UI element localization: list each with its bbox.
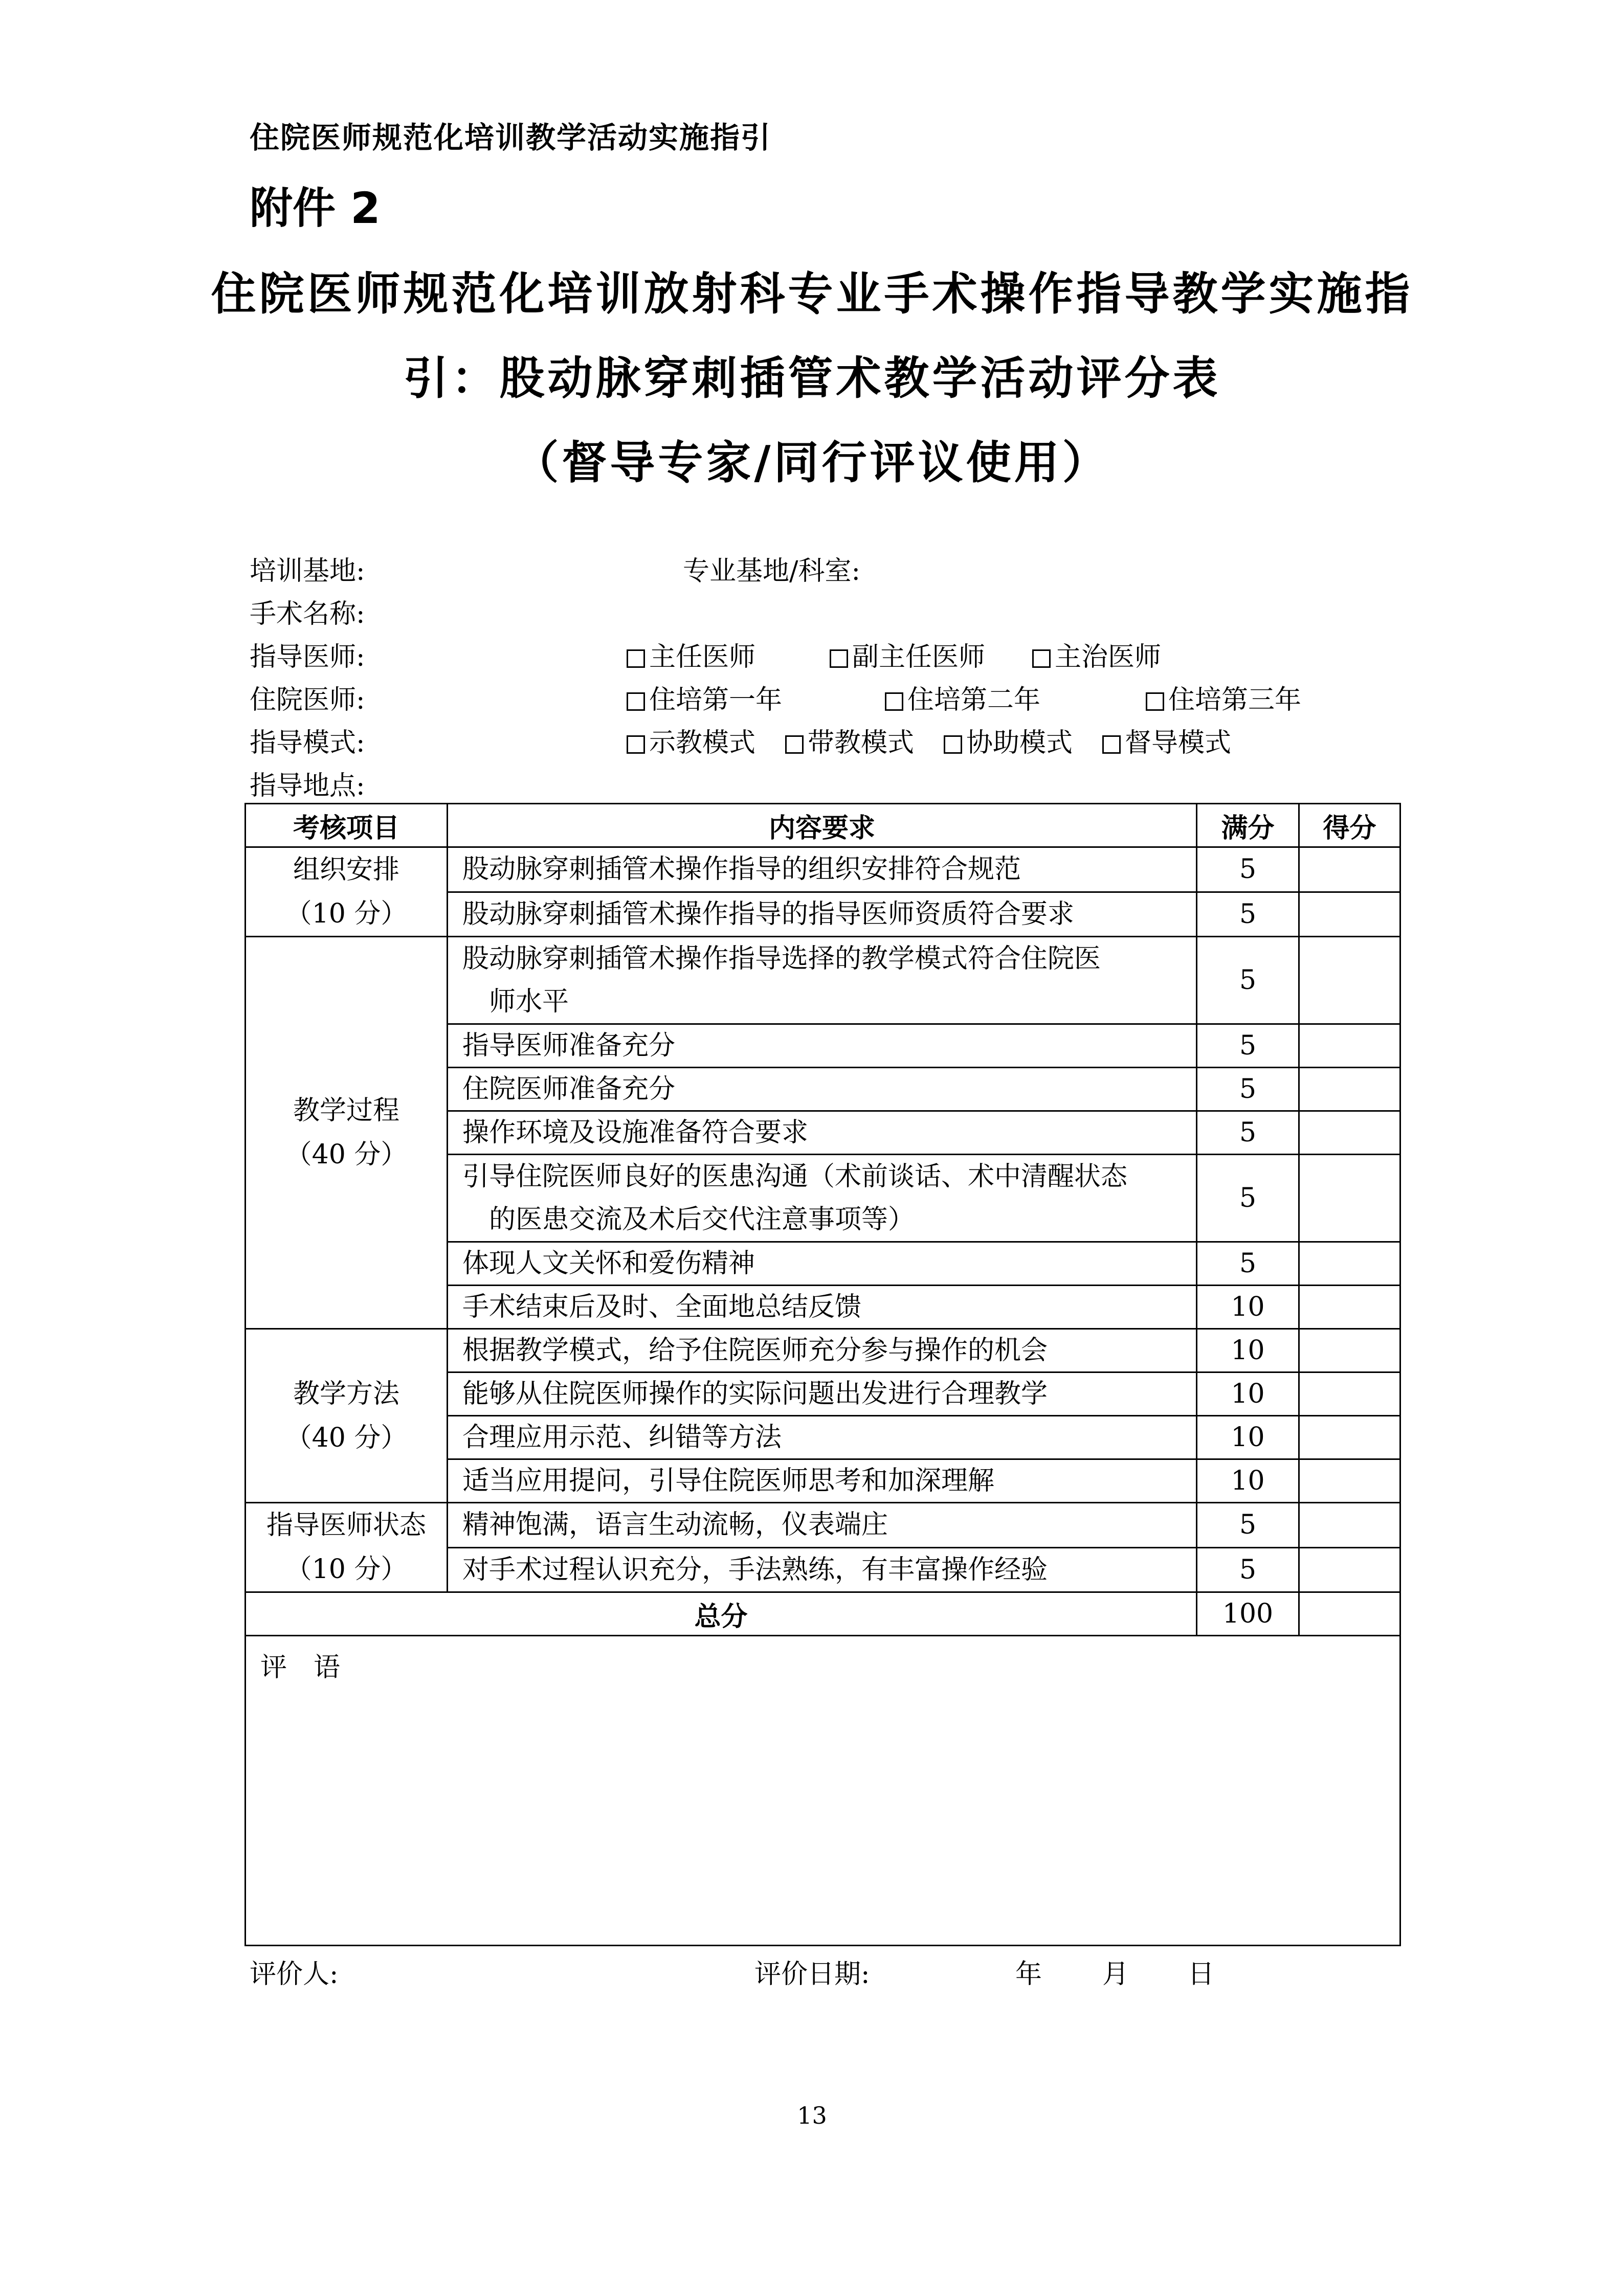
comment-row — [246, 1636, 1400, 1946]
score-input-cell[interactable] — [1299, 937, 1400, 1024]
option-instructor-associate[interactable]: 副主任医师 — [830, 635, 985, 673]
score-input-cell[interactable] — [1299, 892, 1400, 937]
score-input-cell[interactable] — [1299, 1547, 1400, 1592]
title-line-3: （督导专家/同行评议使用） — [514, 436, 1110, 489]
date-day: 日 — [1188, 1959, 1215, 1990]
content-cell: 住院医师准备充分 — [448, 1068, 1197, 1111]
total-label: 总分 — [246, 1592, 1197, 1636]
full-score-cell: 5 — [1197, 937, 1299, 1024]
comment-label: 评 语 — [260, 1652, 341, 1683]
score-input-cell[interactable] — [1299, 1459, 1400, 1503]
full-score-cell: 10 — [1197, 1459, 1299, 1503]
table-header-row — [246, 804, 1400, 847]
score-input-cell[interactable] — [1299, 1111, 1400, 1155]
option-resident-year2[interactable]: 住培第二年 — [885, 678, 1040, 716]
title-line-1: 住院医师规范化培训放射科专业手术操作指导教学实施指 — [211, 267, 1413, 320]
full-score-cell: 10 — [1197, 1416, 1299, 1459]
content-cell: 合理应用示范、纠错等方法 — [448, 1416, 1197, 1459]
field-instructor: 指导医师: — [250, 642, 365, 672]
score-input-cell[interactable] — [1299, 1242, 1400, 1286]
option-mode-supervise[interactable]: 督导模式 — [1102, 721, 1231, 759]
running-header: 住院医师规范化培训教学活动实施指引 — [250, 120, 772, 155]
field-base: 培训基地: — [250, 556, 365, 587]
table-row — [246, 847, 1400, 892]
full-score-cell: 10 — [1197, 1372, 1299, 1416]
content-cell: 手术结束后及时、全面地总结反馈 — [448, 1286, 1197, 1329]
full-score-cell: 5 — [1197, 1155, 1299, 1242]
table-row — [246, 937, 1400, 1024]
field-surgery: 手术名称: — [250, 599, 365, 629]
score-input-cell[interactable] — [1299, 1416, 1400, 1459]
comment-cell[interactable] — [246, 1636, 1400, 1946]
checkbox-icon — [885, 692, 903, 711]
score-input-cell[interactable] — [1299, 1503, 1400, 1548]
content-cell: 操作环境及设施准备符合要求 — [448, 1111, 1197, 1155]
full-score-cell: 5 — [1197, 1111, 1299, 1155]
checkbox-icon — [627, 735, 645, 754]
option-instructor-attending[interactable]: 主治医师 — [1032, 635, 1161, 673]
checkbox-icon — [1146, 692, 1164, 711]
category-cell: 组织安排 （10 分） — [246, 847, 448, 937]
content-cell: 体现人文关怀和爱伤精神 — [448, 1242, 1197, 1286]
full-score-cell: 5 — [1197, 1547, 1299, 1592]
score-input-cell[interactable] — [1299, 1155, 1400, 1242]
content-cell: 股动脉穿刺插管术操作指导选择的教学模式符合住院医 师水平 — [448, 937, 1197, 1024]
header-item: 考核项目 — [246, 804, 448, 847]
score-table — [244, 803, 1401, 1946]
checkbox-icon — [1102, 735, 1121, 754]
header-content: 内容要求 — [448, 804, 1197, 847]
category-cell: 指导医师状态 （10 分） — [246, 1503, 448, 1592]
full-score-cell: 10 — [1197, 1286, 1299, 1329]
option-instructor-chief[interactable]: 主任医师 — [627, 635, 755, 673]
date-label: 评价日期: — [754, 1959, 870, 1990]
category-cell: 教学过程 （40 分） — [246, 937, 448, 1329]
checkbox-icon — [1032, 649, 1051, 668]
checkbox-icon — [944, 735, 962, 754]
field-location: 指导地点: — [250, 771, 365, 801]
header-score: 得分 — [1299, 804, 1400, 847]
checkbox-icon — [785, 735, 804, 754]
full-score-cell: 5 — [1197, 1024, 1299, 1068]
score-input-cell[interactable] — [1299, 1286, 1400, 1329]
field-resident: 住院医师: — [250, 685, 365, 715]
total-score-input-cell[interactable] — [1299, 1592, 1400, 1636]
content-cell: 精神饱满，语言生动流畅，仪表端庄 — [448, 1503, 1197, 1548]
option-mode-assist[interactable]: 协助模式 — [944, 721, 1073, 759]
date-year: 年 — [1015, 1959, 1042, 1990]
score-input-cell[interactable] — [1299, 847, 1400, 892]
score-input-cell[interactable] — [1299, 1372, 1400, 1416]
annex-label: 附件 2 — [250, 183, 381, 233]
checkbox-icon — [627, 692, 645, 711]
category-cell: 教学方法 （40 分） — [246, 1329, 448, 1503]
field-mode: 指导模式: — [250, 728, 365, 758]
content-cell: 能够从住院医师操作的实际问题出发进行合理教学 — [448, 1372, 1197, 1416]
table-row — [246, 1329, 1400, 1372]
total-full-score: 100 — [1197, 1592, 1299, 1636]
content-cell: 引导住院医师良好的医患沟通（术前谈话、术中清醒状态 的医患交流及术后交代注意事项等） — [448, 1155, 1197, 1242]
header-full-score: 满分 — [1197, 804, 1299, 847]
score-input-cell[interactable] — [1299, 1068, 1400, 1111]
content-cell: 股动脉穿刺插管术操作指导的指导医师资质符合要求 — [448, 892, 1197, 937]
content-cell: 股动脉穿刺插管术操作指导的组织安排符合规范 — [448, 847, 1197, 892]
total-row — [246, 1592, 1400, 1636]
option-mode-demo[interactable]: 示教模式 — [627, 721, 755, 759]
field-dept: 专业基地/科室: — [683, 556, 861, 587]
date-month: 月 — [1102, 1959, 1129, 1990]
full-score-cell: 10 — [1197, 1329, 1299, 1372]
checkbox-icon — [627, 649, 645, 668]
option-mode-teaching[interactable]: 带教模式 — [785, 721, 914, 759]
option-resident-year1[interactable]: 住培第一年 — [627, 678, 782, 716]
score-input-cell[interactable] — [1299, 1024, 1400, 1068]
full-score-cell: 5 — [1197, 1068, 1299, 1111]
evaluator-label: 评价人: — [250, 1959, 339, 1990]
content-cell: 对手术过程认识充分，手法熟练，有丰富操作经验 — [448, 1547, 1197, 1592]
full-score-cell: 5 — [1197, 1503, 1299, 1548]
full-score-cell: 5 — [1197, 1242, 1299, 1286]
title-line-2: 引：股动脉穿刺插管术教学活动评分表 — [403, 352, 1221, 404]
content-cell: 根据教学模式，给予住院医师充分参与操作的机会 — [448, 1329, 1197, 1372]
content-cell: 指导医师准备充分 — [448, 1024, 1197, 1068]
checkbox-icon — [830, 649, 848, 668]
table-row — [246, 1503, 1400, 1548]
full-score-cell: 5 — [1197, 847, 1299, 892]
content-cell: 适当应用提问，引导住院医师思考和加深理解 — [448, 1459, 1197, 1503]
score-input-cell[interactable] — [1299, 1329, 1400, 1372]
page-number: 13 — [797, 2102, 827, 2129]
full-score-cell: 5 — [1197, 892, 1299, 937]
option-resident-year3[interactable]: 住培第三年 — [1146, 678, 1301, 716]
